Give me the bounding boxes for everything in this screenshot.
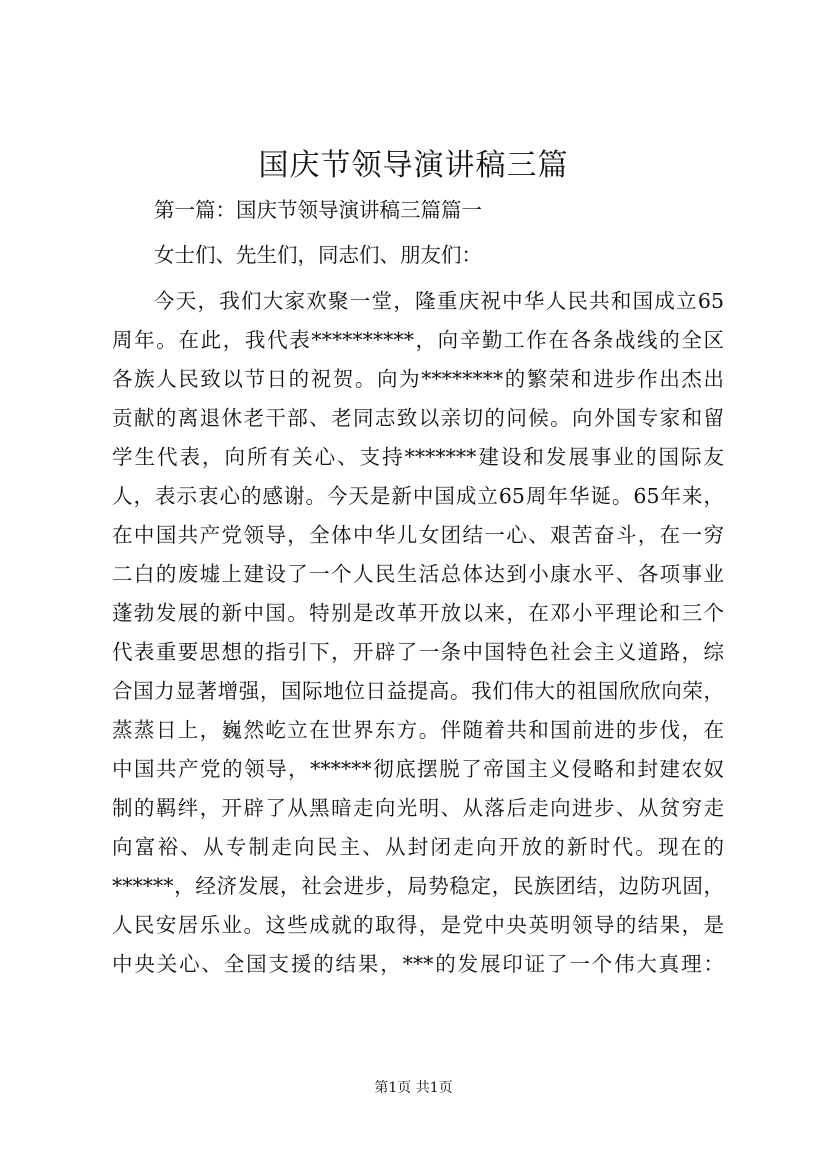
body-line: 合国力显著增强，国际地位日益提高。我们伟大的祖国欣欣向荣，	[112, 679, 724, 703]
body-line: 今天，我们大家欢聚一堂，隆重庆祝中华人民共和国成立65	[154, 289, 724, 313]
body-line: 向富裕、从专制走向民主、从封闭走向开放的新时代。现在的	[112, 835, 724, 859]
salutation: 女士们、先生们，同志们、朋友们：	[154, 243, 482, 267]
body-line: 贡献的离退休老干部、老同志致以亲切的问候。向外国专家和留	[112, 406, 724, 430]
body-line: ******，经济发展，社会进步，局势稳定，民族团结，边防巩固，	[112, 874, 724, 898]
body-line: 代表重要思想的指引下，开辟了一条中国特色社会主义道路，综	[112, 640, 724, 664]
body-line: 在中国共产党领导，全体中华儿女团结一心、艰苦奋斗，在一穷	[112, 523, 724, 547]
body-line: 二白的废墟上建设了一个人民生活总体达到小康水平、各项事业	[112, 562, 724, 586]
section-heading: 第一篇：国庆节领导演讲稿三篇篇一	[154, 198, 482, 222]
body-line: 中央关心、全国支援的结果，***的发展印证了一个伟大真理：	[112, 952, 724, 976]
body-line: 蓬勃发展的新中国。特别是改革开放以来，在邓小平理论和三个	[112, 601, 724, 625]
body-line: 人民安居乐业。这些成就的取得，是党中央英明领导的结果，是	[112, 913, 724, 937]
body-line: 周年。在此，我代表**********，向辛勤工作在各条战线的全区	[112, 328, 724, 352]
body-line: 制的羁绊，开辟了从黑暗走向光明、从落后走向进步、从贫穷走	[112, 796, 724, 820]
body-line: 人，表示衷心的感谢。今天是新中国成立65周年华诞。65年来，	[112, 484, 724, 508]
page-footer: 第1页 共1页	[374, 1080, 453, 1096]
body-line: 各族人民致以节日的祝贺。向为********的繁荣和进步作出杰出	[112, 367, 724, 391]
body-line: 学生代表，向所有关心、支持*******建设和发展事业的国际友	[112, 445, 724, 469]
document-title: 国庆节领导演讲稿三篇	[258, 148, 569, 183]
body-line: 蒸蒸日上，巍然屹立在世界东方。伴随着共和国前进的步伐，在	[112, 718, 724, 742]
body-line: 中国共产党的领导，******彻底摆脱了帝国主义侵略和封建农奴	[112, 757, 724, 781]
